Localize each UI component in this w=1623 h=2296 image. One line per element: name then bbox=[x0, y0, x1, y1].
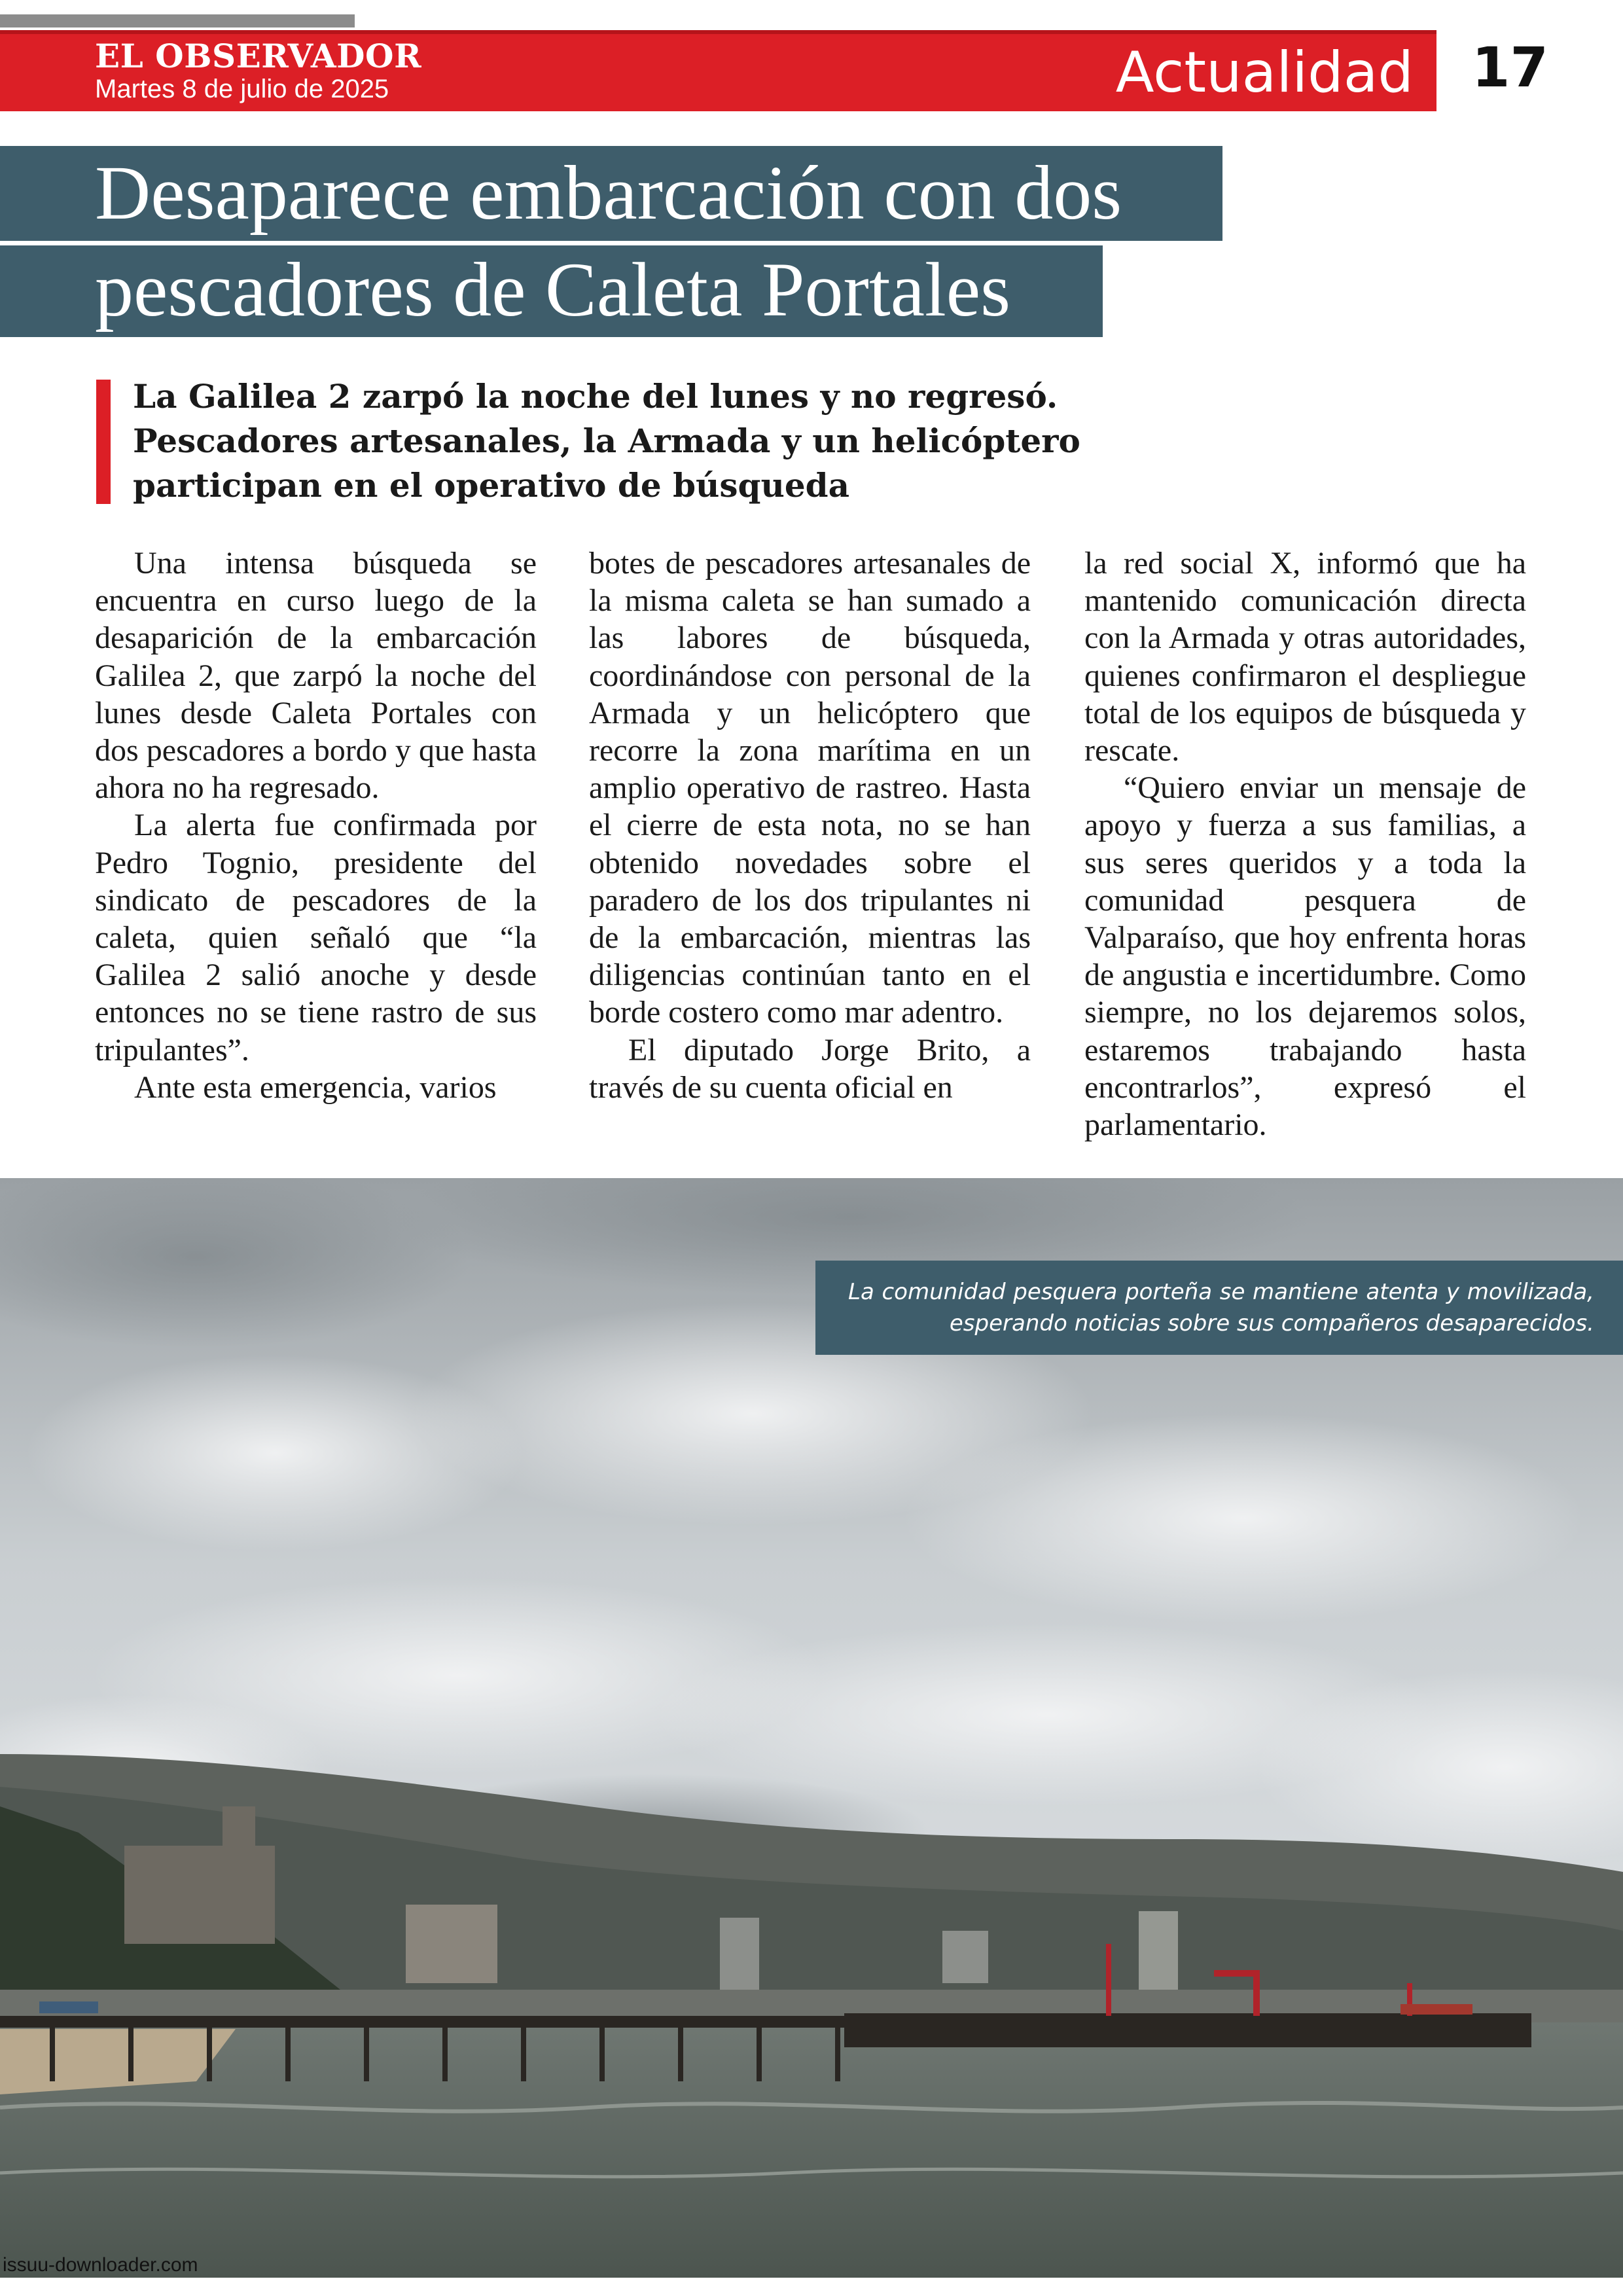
paragraph: El diputado Jorge Brito, a través de su cuenta oficial en bbox=[589, 1032, 1031, 1105]
paragraph: Ante esta emergencia, varios bbox=[134, 1069, 497, 1105]
subhead-line: La Galilea 2 zarpó la noche del lunes y no regresó. bbox=[133, 377, 1058, 416]
article-column-1 bbox=[95, 545, 537, 1106]
section-name: Actualidad bbox=[1115, 40, 1414, 105]
paragraph: Una intensa búsqueda se encuentra en curso luego de la desaparición de la embarcación Galilea 2, que zarpó la noche del lunes desde Caleta Portales con dos pescadores a bordo y que hasta ahora no ha regresado. bbox=[95, 546, 537, 806]
header-divider bbox=[1436, 30, 1446, 111]
photo-caption: La comunidad pesquera porteña se mantiene atenta y movilizada, esperando noticias sobre sus compañeros desaparecidos. bbox=[848, 1279, 1594, 1336]
watermark: issuu-downloader.com bbox=[3, 2254, 198, 2276]
paragraph: la red social X, informó que ha mantenido comunicación directa con la Armada y otras autoridades, quienes confirmaron el despliegue total de los equipos de búsqueda y rescate. bbox=[1084, 546, 1526, 768]
headline-line1: Desaparece embarcación con dos bbox=[95, 150, 1122, 236]
page-number: 17 bbox=[1472, 35, 1548, 99]
newspaper-brand: EL OBSERVADOR bbox=[95, 37, 422, 75]
headline-line2: pescadores de Caleta Portales bbox=[95, 247, 1011, 332]
article-column-3 bbox=[1084, 545, 1526, 1143]
paragraph: “Quiero enviar un mensaje de apoyo y fuerza a sus familias, a sus seres queridos y a toda la comunidad pesquera de Valparaíso, que hoy enfrenta horas de angustia e incertidumbre. Como siempre, no los dejaremos solos, estaremos trabajando hasta encontrarlos”, expresó el parlamentario. bbox=[1084, 770, 1526, 1143]
page-number-box bbox=[1446, 30, 1623, 111]
issue-date: Martes 8 de julio de 2025 bbox=[95, 75, 389, 103]
subhead-line: participan en el operativo de búsqueda bbox=[133, 466, 850, 505]
subhead bbox=[133, 374, 1180, 508]
subhead-line: Pescadores artesanales, la Armada y un helicóptero bbox=[133, 422, 1080, 460]
paragraph: botes de pescadores artesanales de la misma caleta se han sumado a las labores de búsqueda, coordinándose con personal de la Armada y un helicóptero que recorre la zona marítima en un amplio operativo de rastreo. Hasta el cierre de esta nota, no se han obtenido novedades sobre el paradero de los dos tripulantes ni de la embarcación, mientras las diligencias continúan tanto en el borde costero como mar adentro. bbox=[589, 546, 1031, 1030]
subhead-accent-bar bbox=[96, 380, 111, 504]
paragraph: La alerta fue confirmada por Pedro Tognio, presidente del sindicato de pescadores de la caleta, quien señaló que “la Galilea 2 salió anoche y desde entonces no se tiene rastro de sus tripulantes”. bbox=[95, 808, 537, 1067]
article-column-2 bbox=[589, 545, 1031, 1106]
header-top-tab bbox=[0, 14, 355, 27]
